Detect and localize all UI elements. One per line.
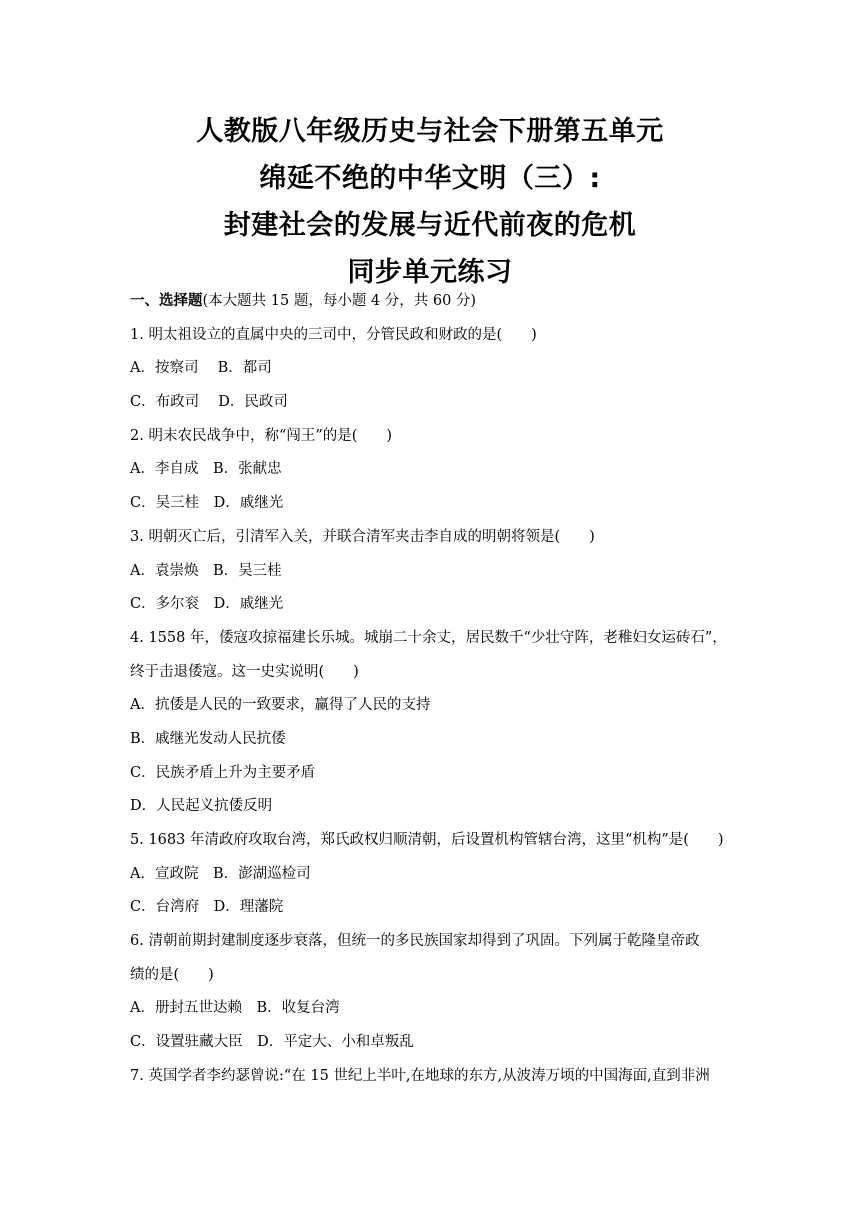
- text-line: 3. 明朝灭亡后，引清军入关，并联合清军夹击李自成的明朝将领是( ): [130, 528, 595, 545]
- text-line: C．多尔衮 D．戚继光: [130, 596, 284, 613]
- text-line: C．吴三桂 D．戚继光: [130, 495, 284, 512]
- text-line: D．人民起义抗倭反明: [130, 798, 273, 815]
- title-line-3: 封建社会的发展与近代前夜的危机: [223, 210, 637, 241]
- text-line: A．按察司 B．都司: [130, 360, 272, 377]
- section-heading: [130, 285, 740, 319]
- text-line: 5. 1683 年清政府攻取台湾，郑氏政权归顺清朝，后设置机构管辖台湾，这里“机构”是( ): [130, 832, 724, 848]
- text-line: 6. 清朝前期封建制度逐步衰落，但统一的多民族国家却得到了巩固。下列属于乾隆皇帝政: [130, 933, 700, 950]
- text-line: A．册封五世达赖 B．收复台湾: [130, 1000, 340, 1017]
- title-line-1: 人教版八年级历史与社会下册第五单元: [196, 116, 664, 147]
- text-line: 终于击退倭寇。这一史实说明( ): [130, 663, 359, 680]
- text-line: 7. 英国学者李约瑟曾说:“在 15 世纪上半叶,在地球的东方,从波涛万顷的中国海面,直到非洲: [130, 1067, 710, 1084]
- document-body: [130, 285, 740, 1094]
- text-line: 绩的是( ): [130, 966, 214, 983]
- text-line: A．宣政院 B．澎湖巡检司: [130, 865, 311, 882]
- text-line: C．设置驻藏大臣 D．平定大、小和卓叛乱: [130, 1034, 414, 1051]
- text-line: A．李自成 B．张献忠: [130, 461, 282, 478]
- title-line-4: 同步单元练习: [347, 257, 513, 288]
- title-line-2: 绵延不绝的中华文明（三）:: [259, 163, 601, 194]
- text-line: C．布政司 D．民政司: [130, 394, 288, 411]
- document-title: [0, 108, 860, 296]
- text-line: A．抗倭是人民的一致要求，赢得了人民的支持: [130, 697, 431, 714]
- text-line: C．民族矛盾上升为主要矛盾: [130, 764, 316, 781]
- section-heading-label: 一、选择题: [130, 293, 203, 309]
- text-line: A．袁崇焕 B．吴三桂: [130, 562, 282, 579]
- text-line: 4. 1558 年，倭寇攻掠福建长乐城。城崩二十余丈，居民数千“少壮守阵，老稚妇女运砖石”，: [130, 629, 727, 646]
- text-line: 1. 明太祖设立的直属中央的三司中，分管民政和财政的是( ): [130, 326, 537, 343]
- text-line: 2. 明末农民战争中，称“闯王”的是( ): [130, 427, 393, 444]
- text-line: B．戚继光发动人民抗倭: [130, 730, 286, 747]
- text-line: C．台湾府 D．理藩院: [130, 899, 284, 916]
- section-heading-note: (本大题共 15 题，每小题 4 分，共 60 分): [202, 293, 477, 309]
